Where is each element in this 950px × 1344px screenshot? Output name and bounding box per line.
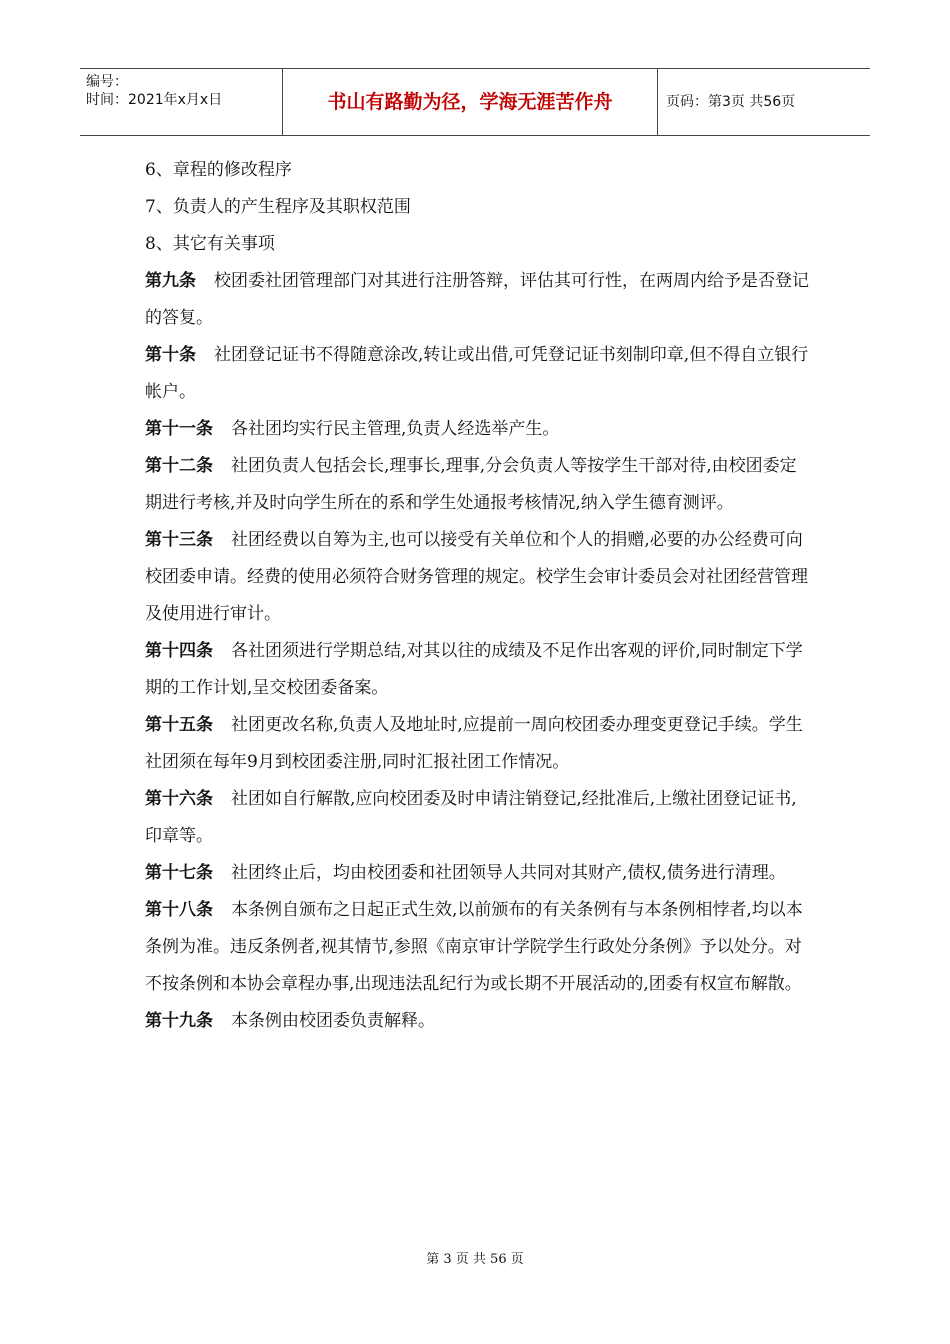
article-text: 本条例自颁布之日起正式生效,以前颁布的有关条例有与本条例相悖者,均以本条例为准。违反条例者,视其情节,参照《南京审计学院学生行政处分条例》予以处分。对不按条例和本协会章程办事,出现违法乱纪行为或长期不开展活动的,团委有权宣布解散。 [145,900,803,994]
article-12 [145,448,810,522]
article-label: 第十四条 [145,641,213,661]
article-18 [145,892,810,1003]
article-label: 第十五条 [145,715,213,735]
document-body [145,152,810,1040]
article-label: 第十二条 [145,456,213,476]
article-label: 第十九条 [145,1011,213,1031]
article-15 [145,707,810,781]
page-footer: 第 3 页 共 56 页 [426,1252,524,1267]
header-motto: 书山有路勤为径，学海无涯苦作舟 [283,69,658,135]
article-label: 第十条 [145,345,196,365]
article-text: 社团经费以自筹为主,也可以接受有关单位和个人的捐赠,必要的办公经费可向校团委申请。经费的使用必须符合财务管理的规定。校学生会审计委员会对社团经营管理及使用进行审计。 [145,530,808,624]
article-text: 社团终止后，均由校团委和社团领导人共同对其财产,债权,债务进行清理。 [231,863,786,883]
article-9 [145,263,810,337]
article-19 [145,1003,810,1040]
header-meta [80,69,283,135]
article-label: 第十三条 [145,530,213,550]
header-page-info: 页码：第3页 共56页 [666,94,796,110]
article-text: 校团委社团管理部门对其进行注册答辩，评估其可行性，在两周内给予是否登记的答复。 [145,271,809,328]
article-text: 各社团须进行学期总结,对其以往的成绩及不足作出客观的评价,同时制定下学期的工作计划,呈交校团委备案。 [145,641,803,698]
article-label: 第十一条 [145,419,213,439]
article-14 [145,633,810,707]
article-text: 社团登记证书不得随意涂改,转让或出借,可凭登记证书刻制印章,但不得自立银行帐户。 [145,345,809,402]
article-10 [145,337,810,411]
article-11 [145,411,810,448]
time-label: 时间：2021年x月x日 [86,92,223,108]
article-text: 社团更改名称,负责人及地址时,应提前一周向校团委办理变更登记手续。学生社团须在每年9月到校团委注册,同时汇报社团工作情况。 [145,715,803,772]
article-17 [145,855,810,892]
page-header [80,68,870,136]
list-item: 6、章程的修改程序 [145,160,292,180]
article-16 [145,781,810,855]
article-text: 社团负责人包括会长,理事长,理事,分会负责人等按学生干部对待,由校团委定期进行考核,并及时向学生所在的系和学生处通报考核情况,纳入学生德育测评。 [145,456,797,513]
article-text: 各社团均实行民主管理,负责人经选举产生。 [231,419,560,439]
serial-number-label: 编号： [86,74,128,90]
list-item: 8、其它有关事项 [145,234,275,254]
article-text: 本条例由校团委负责解释。 [231,1011,435,1031]
article-label: 第十八条 [145,900,213,920]
article-label: 第十七条 [145,863,213,883]
article-13 [145,522,810,633]
article-label: 第十六条 [145,789,213,809]
article-text: 社团如自行解散,应向校团委及时申请注销登记,经批准后,上缴社团登记证书,印章等。 [145,789,797,846]
list-item: 7、负责人的产生程序及其职权范围 [145,197,411,217]
article-label: 第九条 [145,271,196,291]
